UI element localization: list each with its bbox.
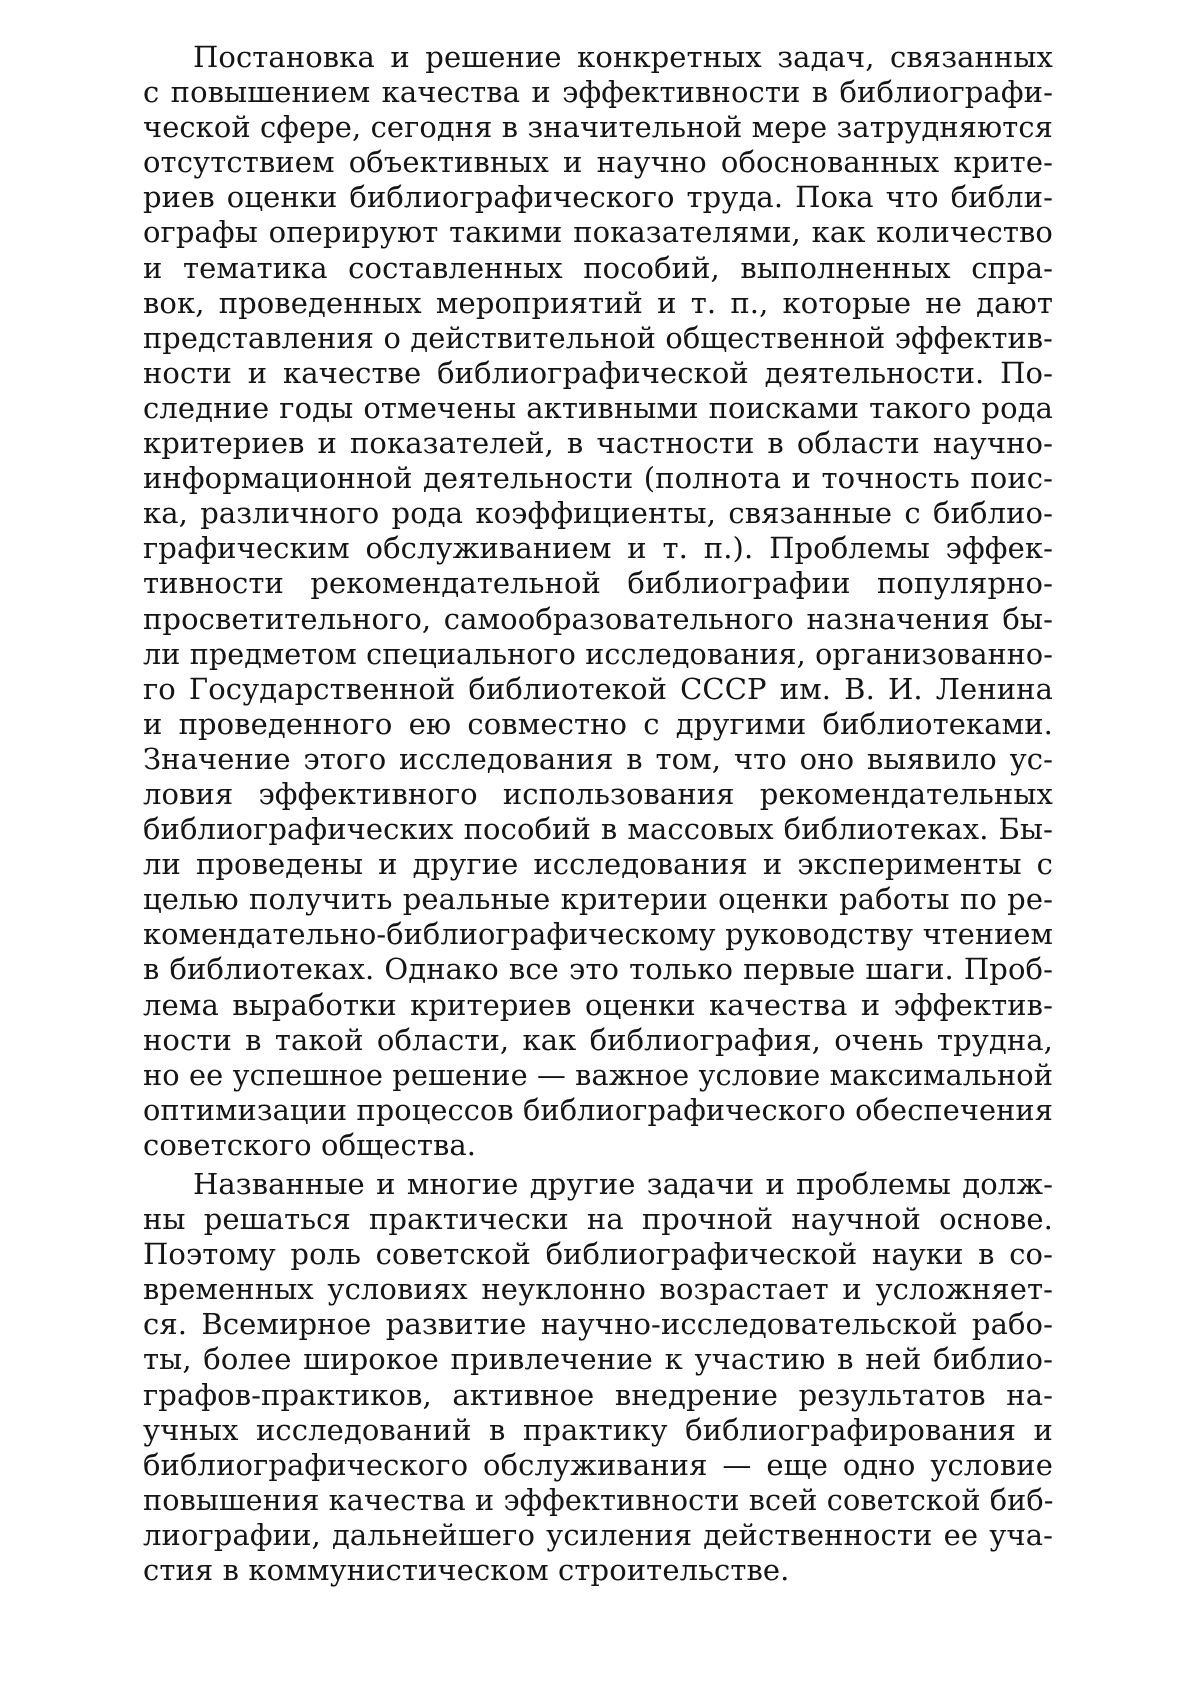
text-line: просветительного, самообразовательного назначения бы-	[143, 601, 1053, 636]
text-line: следние годы отмечены активными поисками такого рода	[143, 390, 1053, 425]
text-line: ка, различного рода коэффициенты, связанные с библио-	[143, 496, 1053, 531]
text-line: лема выработки критериев оценки качества и эффектив-	[143, 987, 1053, 1022]
text-line: советского общества.	[143, 1127, 477, 1162]
text-line: Постановка и решение конкретных задач, связанных	[193, 40, 1053, 74]
text-line: Значение этого исследования в том, что оно выявило ус-	[143, 741, 1053, 776]
text-line: тивности рекомендательной библиографии популярно-	[143, 566, 1053, 601]
document-page	[143, 40, 1053, 1588]
text-line: но ее успешное решение — важное условие максимальной	[143, 1057, 1053, 1092]
text-line: стия в коммунистическом строительстве.	[143, 1553, 790, 1588]
text-line: риев оценки библиографического труда. Пока что библи-	[143, 180, 1053, 215]
text-line: ческой сфере, сегодня в значительной мере затрудняются	[143, 110, 1053, 145]
text-line: ны решаться практически на прочной научной основе.	[143, 1202, 1053, 1237]
text-line: в библиотеках. Однако все это только первые шаги. Проб-	[143, 952, 1053, 987]
text-line: Названные и многие другие задачи и проблемы долж-	[193, 1167, 1053, 1201]
text-line: ографы оперируют такими показателями, как количество	[143, 215, 1053, 250]
text-line: отсутствием объективных и научно обоснованных крите-	[143, 145, 1053, 180]
text-line: ности в такой области, как библиография, очень трудна,	[143, 1022, 1053, 1057]
text-line: ся. Всемирное развитие научно-исследовательской рабо-	[143, 1307, 1053, 1342]
text-line: и тематика составленных пособий, выполненных спра-	[143, 250, 1053, 285]
text-line: и проведенного ею совместно с другими библиотеками.	[143, 706, 1053, 741]
paragraph-2	[143, 1167, 1053, 1588]
text-line: ли проведены и другие исследования и эксперименты с	[143, 847, 1053, 882]
text-line: комендательно-библиографическому руководству чтением	[143, 917, 1053, 952]
text-line: ты, более широкое привлечение к участию в ней библио-	[143, 1342, 1053, 1377]
text-line: учных исследований в практику библиографирования и	[143, 1412, 1053, 1447]
text-line: с повышением качества и эффективности в библиографи-	[143, 75, 1053, 110]
text-line: ли предметом специального исследования, организованно-	[143, 636, 1053, 671]
text-line: целью получить реальные критерии оценки работы по ре-	[143, 882, 1053, 917]
text-line: Поэтому роль советской библиографической науки в со-	[143, 1237, 1053, 1272]
text-line: го Государственной библиотекой СССР им. В. И. Ленина	[143, 671, 1053, 706]
text-line: библиографического обслуживания — еще одно условие	[143, 1447, 1053, 1482]
text-line: вок, проведенных мероприятий и т. п., которые не дают	[143, 285, 1053, 320]
paragraph-1	[143, 40, 1053, 1163]
text-line: графическим обслуживанием и т. п.). Проблемы эффек-	[143, 531, 1053, 566]
text-line: графов-практиков, активное внедрение результатов на-	[143, 1377, 1053, 1412]
text-line: повышения качества и эффективности всей советской биб-	[143, 1482, 1054, 1517]
text-line: информационной деятельности (полнота и точность поис-	[143, 461, 1053, 496]
text-line: оптимизации процессов библиографического обеспечения	[143, 1092, 1053, 1127]
text-line: лиографии, дальнейшего усиления действенности ее уча-	[143, 1517, 1053, 1552]
text-line: критериев и показателей, в частности в области научно-	[143, 426, 1053, 461]
text-line: ности и качестве библиографической деятельности. По-	[143, 355, 1053, 390]
text-line: библиографических пособий в массовых библиотеках. Бы-	[143, 812, 1053, 847]
text-line: временных условиях неуклонно возрастает и усложняет-	[143, 1272, 1053, 1307]
text-line: представления о действительной общественной эффектив-	[143, 320, 1053, 355]
text-line: ловия эффективного использования рекомендательных	[143, 776, 1053, 811]
